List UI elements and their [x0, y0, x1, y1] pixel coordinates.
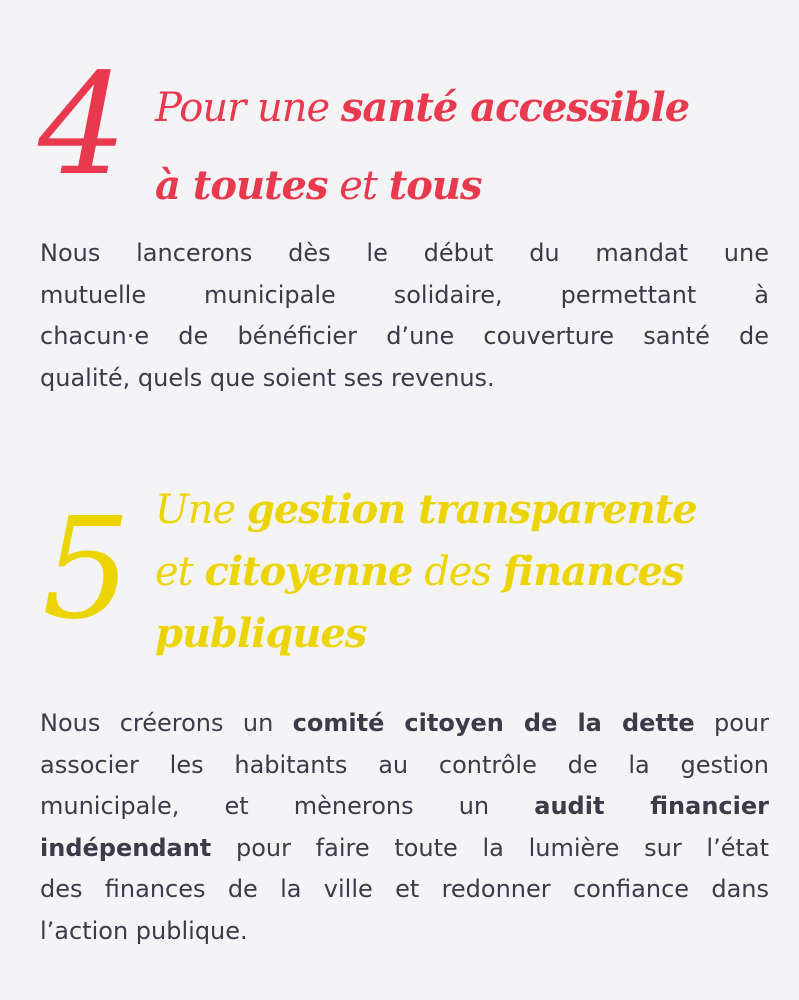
body-run: pour faire toute la lumière sur l’état — [211, 833, 769, 862]
title-run: et — [155, 549, 205, 595]
title-run: publiques — [155, 610, 367, 657]
body-run: qualité, quels que soient ses revenus. — [40, 363, 495, 392]
body-run: pour — [694, 709, 769, 737]
body-line — [40, 703, 769, 745]
title-run: Pour une — [155, 85, 341, 131]
title-run: citoyenne — [204, 548, 413, 595]
body-run: Nous créerons un — [40, 709, 293, 737]
body-run: municipale, et mènerons un — [40, 792, 535, 820]
body-run: des finances de la ville et redonner confiance dans — [40, 875, 769, 903]
body-line — [40, 786, 769, 828]
title-run: Une — [155, 487, 247, 533]
title-run: finances — [502, 548, 684, 595]
body-run: chacun·e de bénéficier d’une couverture santé de — [40, 322, 769, 350]
title-run: tous — [388, 162, 482, 209]
title-run: et — [327, 163, 389, 209]
section-4-number: 4 — [38, 44, 128, 207]
section-5-number: 5 — [42, 488, 132, 651]
title-run: gestion transparente — [246, 486, 697, 533]
body-run: mutuelle municipale solidaire, permettant à — [40, 280, 769, 309]
title-run: des — [412, 549, 503, 595]
section-5-title-line-2 — [155, 548, 697, 595]
body-emphasis: comité citoyen de la dette — [292, 709, 695, 737]
body-line — [40, 745, 769, 787]
body-run: l’action publique. — [40, 916, 248, 945]
section-5-title — [155, 486, 697, 657]
section-5-title-line-3 — [155, 610, 697, 657]
section-5-title-line-1 — [155, 486, 697, 533]
title-run: à toutes — [155, 162, 328, 209]
title-run: santé accessible — [340, 84, 690, 131]
body-line — [40, 828, 769, 870]
body-emphasis: indépendant — [40, 833, 212, 862]
body-run: Nous lancerons dès le début du mandat une — [40, 239, 769, 267]
body-run: associer les habitants au contrôle de la gestion — [40, 750, 769, 779]
body-emphasis: audit financier — [534, 792, 769, 820]
body-line — [40, 869, 769, 911]
body-line — [40, 911, 769, 953]
section-5-body — [40, 703, 769, 952]
